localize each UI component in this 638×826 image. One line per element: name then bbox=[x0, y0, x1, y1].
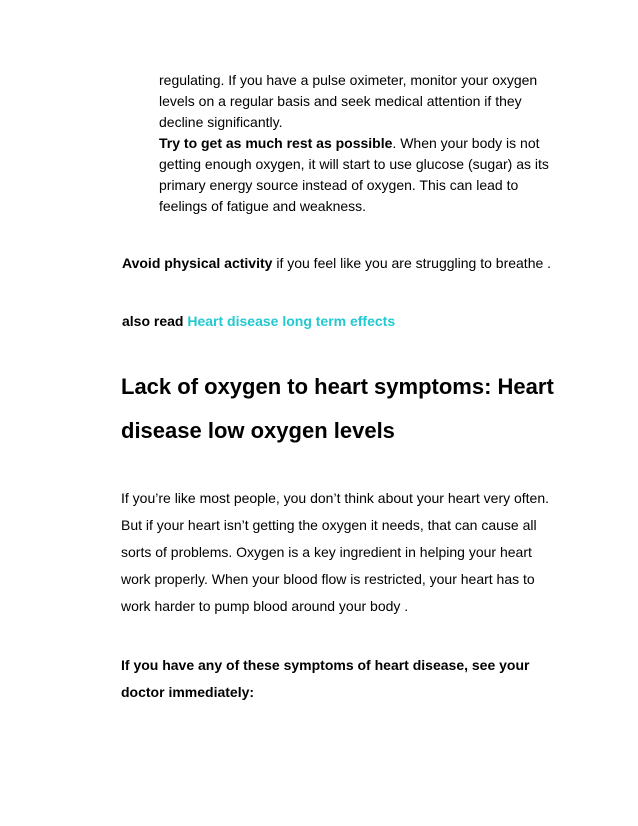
section-heading bbox=[121, 365, 601, 453]
also-read-label: also read bbox=[122, 313, 184, 329]
indented-text-block bbox=[159, 70, 579, 217]
text-line: doctor immediately: bbox=[121, 684, 255, 700]
avoid-activity-paragraph bbox=[122, 253, 592, 273]
heading-line: Lack of oxygen to heart symptoms: Heart bbox=[121, 374, 554, 399]
text-line: levels on a regular basis and seek medical attention if they bbox=[159, 93, 522, 109]
text-line: work properly. When your blood flow is restricted, your heart has to bbox=[121, 571, 535, 587]
text-line: But if your heart isn’t getting the oxygen it needs, that can cause all bbox=[121, 517, 537, 533]
text-line: decline significantly. bbox=[159, 114, 283, 130]
text-line: getting enough oxygen, it will start to use glucose (sugar) as its bbox=[159, 156, 549, 172]
heart-oxygen-paragraph bbox=[121, 485, 591, 620]
rest-bold-phrase: Try to get as much rest as possible bbox=[159, 135, 393, 151]
heading-line: disease low oxygen levels bbox=[121, 418, 395, 443]
text-line: feelings of fatigue and weakness. bbox=[159, 198, 367, 214]
text-line: . When your body is not bbox=[392, 135, 540, 151]
heart-disease-link[interactable]: Heart disease long term effects bbox=[187, 313, 396, 329]
text-line: If you’re like most people, you don’t think about your heart very often. bbox=[121, 490, 550, 506]
text-line: sorts of problems. Oxygen is a key ingredient in helping your heart bbox=[121, 544, 532, 560]
also-read-paragraph bbox=[122, 311, 592, 331]
text-line: If you have any of these symptoms of heart disease, see your bbox=[121, 657, 530, 673]
avoid-text: if you feel like you are struggling to breathe . bbox=[272, 255, 552, 271]
rest-paragraph bbox=[159, 133, 579, 217]
text-line: primary energy source instead of oxygen. This can lead to bbox=[159, 177, 519, 193]
symptoms-intro-paragraph bbox=[121, 652, 591, 706]
oximeter-paragraph bbox=[159, 70, 579, 133]
text-line: regulating. If you have a pulse oximeter, monitor your oxygen bbox=[159, 72, 538, 88]
avoid-bold-phrase: Avoid physical activity bbox=[122, 255, 273, 271]
text-line: work harder to pump blood around your body . bbox=[121, 598, 409, 614]
